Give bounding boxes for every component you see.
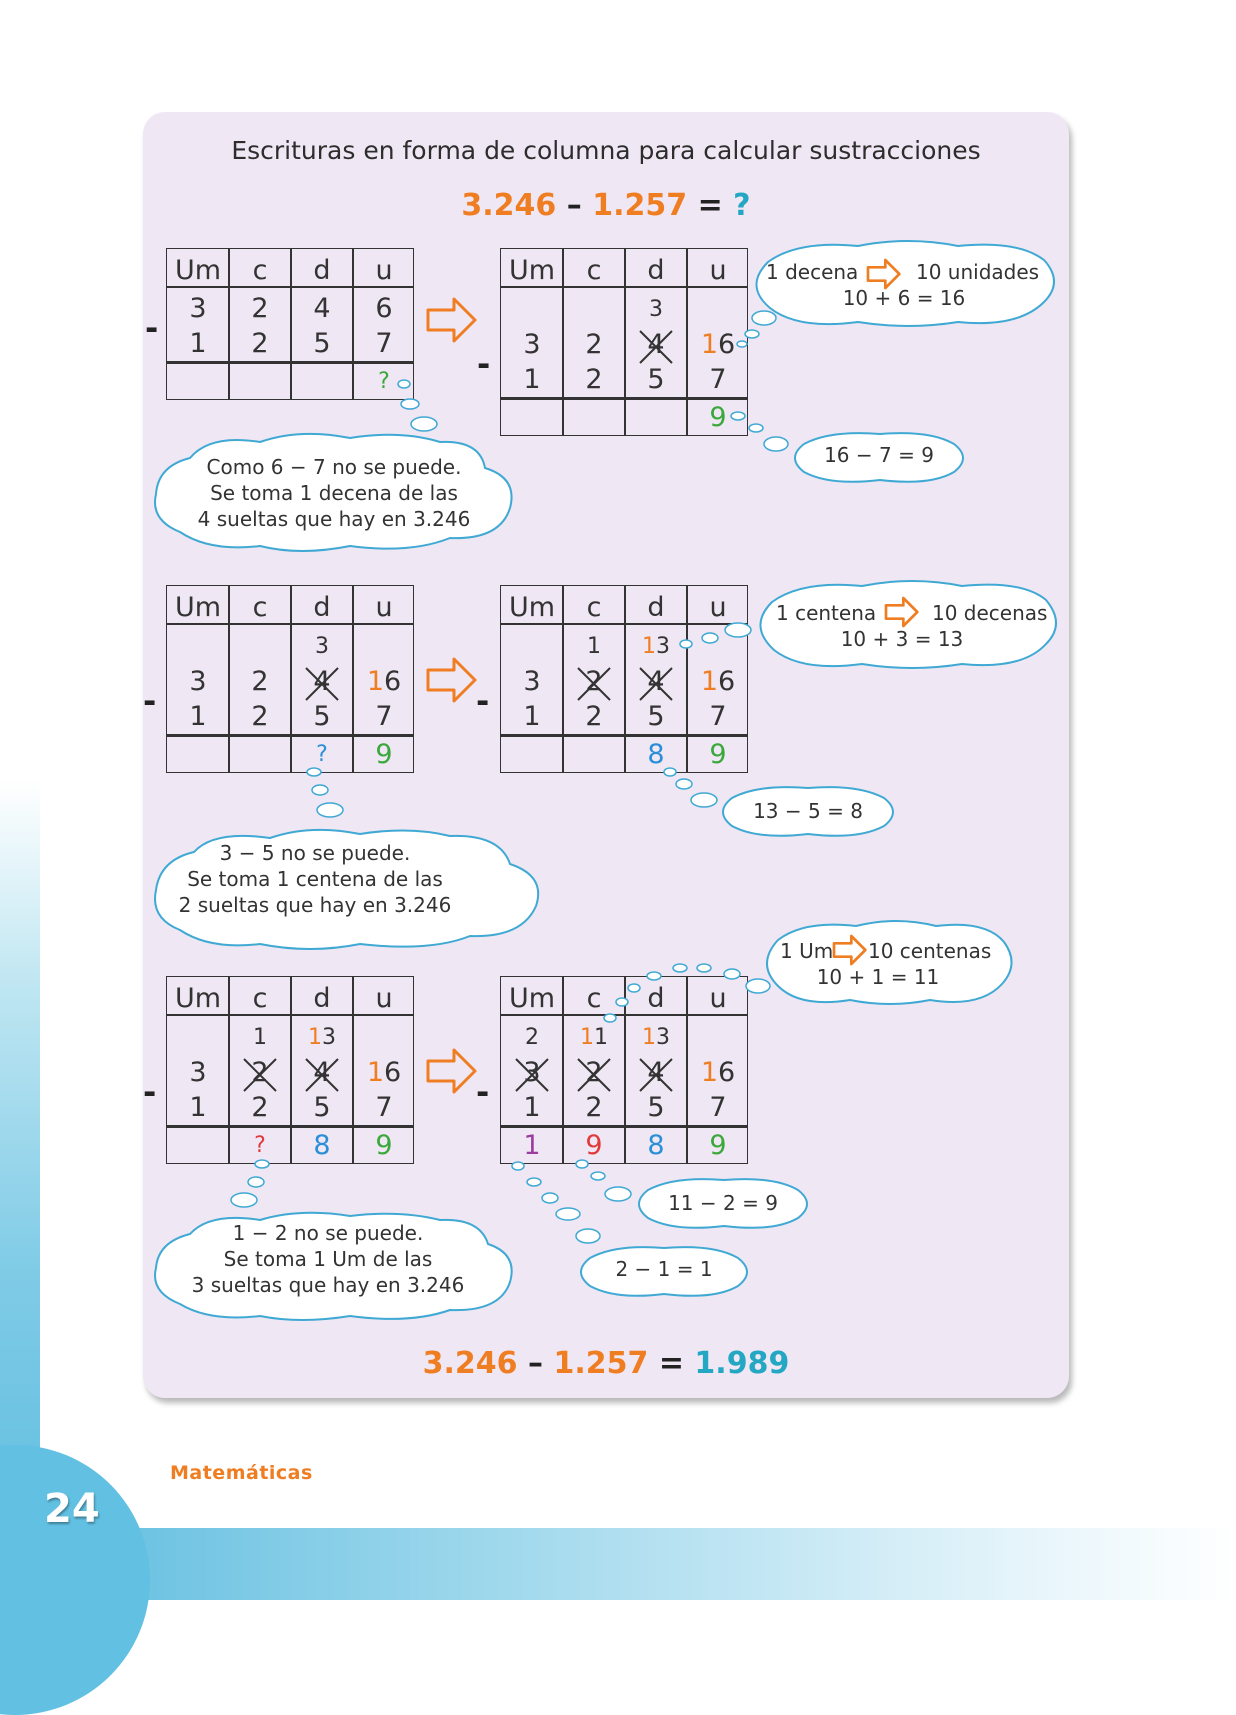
subtrahend-um: 1: [523, 364, 541, 395]
equation-top: [0, 188, 1212, 223]
header-d: d: [647, 983, 665, 1014]
eq-top-subtrahend: 1.257: [592, 188, 688, 223]
cloud-result-step2: 13 − 5 = 8: [753, 799, 863, 823]
thought-bubbles: [724, 404, 794, 454]
minuend-um: 3: [189, 293, 207, 324]
cloud-convert-left: 1 Um: [780, 939, 834, 963]
minuend-u-borrowed: 16: [700, 329, 736, 360]
right-arrow-icon: [884, 596, 920, 628]
minuend-um: 3: [189, 1057, 207, 1088]
eq-top-minuend: 3.246: [461, 188, 557, 223]
cloud-convert-left: 1 decena: [766, 260, 859, 284]
thought-bubbles: [660, 764, 720, 812]
cloud-text-step1: [150, 454, 518, 532]
table-step1-start: [166, 248, 414, 400]
cross-out-icon: [574, 664, 614, 704]
footer-subject: Matemáticas: [170, 1462, 313, 1484]
header-um: Um: [174, 983, 222, 1014]
subtrahend-u: 7: [709, 364, 727, 395]
result-um: 1: [523, 1130, 541, 1161]
result-u: 9: [709, 739, 727, 770]
eq-bottom-minuend: 3.246: [422, 1346, 518, 1381]
minus-sign: -: [145, 309, 159, 347]
cloud-convert-right: 10 centenas: [868, 939, 992, 963]
header-u: u: [709, 983, 727, 1014]
subtrahend-d: 5: [313, 701, 331, 732]
result-d: 8: [647, 1130, 665, 1161]
minuend-d-crossed: 4: [647, 1057, 665, 1088]
thought-bubbles: [598, 960, 774, 1026]
thought-bubbles: [730, 306, 780, 356]
subtrahend-um: 1: [189, 328, 207, 359]
table-step1-result: [500, 248, 748, 436]
header-um: Um: [508, 592, 556, 623]
eq-top-minus: –: [566, 188, 582, 223]
subtrahend-d: 5: [647, 1092, 665, 1123]
cloud-convert-sum: 10 + 6 = 16: [842, 286, 966, 310]
subtrahend-c: 2: [251, 701, 269, 732]
minuend-um: 3: [523, 329, 541, 360]
subtrahend-u: 7: [709, 701, 727, 732]
cloud-line: Se toma 1 centena de las: [187, 867, 443, 891]
header-d: d: [313, 983, 331, 1014]
cloud-result-step1: 16 − 7 = 9: [824, 443, 934, 467]
header-c: c: [586, 255, 602, 286]
subtrahend-c: 2: [251, 328, 269, 359]
header-um: Um: [508, 255, 556, 286]
minuend-c-crossed: 2: [585, 1057, 603, 1088]
borrow-um: 2: [525, 1025, 539, 1050]
cloud-result-step3-um: 2 − 1 = 1: [615, 1257, 713, 1281]
minuend-d-crossed: 4: [313, 1057, 331, 1088]
subtrahend-um: 1: [189, 1092, 207, 1123]
minuend-d-crossed: 4: [313, 666, 331, 697]
thought-bubbles: [676, 618, 756, 652]
eq-bottom-equals: =: [658, 1346, 684, 1381]
result-u-unknown: ?: [378, 369, 390, 394]
cloud-line: 3 − 5 no se puede.: [219, 841, 411, 865]
header-um: Um: [174, 592, 222, 623]
header-c: c: [252, 592, 268, 623]
borrow-d: 13: [642, 634, 670, 659]
header-c: c: [252, 255, 268, 286]
subtrahend-d: 5: [647, 701, 665, 732]
subtrahend-u: 7: [709, 1092, 727, 1123]
minuend-c-crossed: 2: [585, 666, 603, 697]
cross-out-icon: [574, 1055, 614, 1095]
cloud-line: 1 − 2 no se puede.: [232, 1221, 424, 1245]
right-arrow-icon: [426, 1047, 478, 1095]
subtrahend-u: 7: [375, 1092, 393, 1123]
subtrahend-um: 1: [189, 701, 207, 732]
borrow-d: 13: [308, 1025, 336, 1050]
minus-sign: -: [143, 1073, 157, 1111]
table-step2-start: [166, 585, 414, 773]
header-c: c: [586, 592, 602, 623]
minuend-um: 3: [523, 666, 541, 697]
subtrahend-d: 5: [313, 1092, 331, 1123]
result-c: 9: [585, 1130, 603, 1161]
cross-out-icon: [512, 1055, 552, 1095]
minuend-c: 2: [251, 293, 269, 324]
minuend-d: 4: [313, 293, 331, 324]
header-c: c: [586, 983, 602, 1014]
result-u: 9: [709, 1130, 727, 1161]
result-u: 9: [375, 1130, 393, 1161]
subtrahend-c: 2: [585, 701, 603, 732]
result-u: 9: [709, 402, 727, 433]
minuend-u-borrowed: 16: [366, 1057, 402, 1088]
minuend-c: 2: [251, 666, 269, 697]
table-step3-start: [166, 976, 414, 1164]
eq-bottom-result: 1.989: [694, 1346, 790, 1381]
bottom-decorative-band: [0, 1528, 1236, 1600]
subtrahend-um: 1: [523, 1092, 541, 1123]
header-um: Um: [174, 255, 222, 286]
equation-bottom: [0, 1346, 1212, 1381]
subtrahend-u: 7: [375, 328, 393, 359]
minuend-u-borrowed: 16: [700, 666, 736, 697]
eq-bottom-subtrahend: 1.257: [553, 1346, 649, 1381]
header-u: u: [709, 592, 727, 623]
eq-bottom-minus: –: [528, 1346, 544, 1381]
result-d: 8: [647, 739, 665, 770]
thought-bubbles: [300, 764, 350, 822]
header-u: u: [375, 592, 393, 623]
borrow-c: 1: [587, 634, 601, 659]
minuend-um: 3: [189, 666, 207, 697]
result-c-unknown: ?: [254, 1133, 266, 1158]
borrow-d: 3: [649, 297, 663, 322]
subtrahend-um: 1: [523, 701, 541, 732]
cross-out-icon: [636, 1055, 676, 1095]
cross-out-icon: [636, 664, 676, 704]
subtrahend-c: 2: [585, 364, 603, 395]
minuend-u-borrowed: 16: [366, 666, 402, 697]
minuend-u-borrowed: 16: [700, 1057, 736, 1088]
header-um: Um: [508, 983, 556, 1014]
header-d: d: [647, 255, 665, 286]
cloud-convert-sum: 10 + 1 = 11: [816, 965, 940, 989]
header-u: u: [375, 255, 393, 286]
header-d: d: [313, 592, 331, 623]
cloud-line: 2 sueltas que hay en 3.246: [178, 893, 452, 917]
page-title: Escrituras en forma de columna para calcular sustracciones: [231, 136, 981, 165]
header-d: d: [647, 592, 665, 623]
cross-out-icon: [240, 1055, 280, 1095]
header-c: c: [252, 983, 268, 1014]
eq-top-equals: =: [697, 188, 723, 223]
cloud-line: Como 6 − 7 no se puede.: [206, 455, 462, 479]
cloud-line: 3 sueltas que hay en 3.246: [191, 1273, 465, 1297]
subtrahend-d: 5: [313, 328, 331, 359]
cross-out-icon: [302, 664, 342, 704]
minuend-c-crossed: 2: [251, 1057, 269, 1088]
minus-sign: -: [476, 1073, 490, 1111]
minuend-um-crossed: 3: [523, 1057, 541, 1088]
result-d: 8: [313, 1130, 331, 1161]
cloud-text-step2: [150, 840, 480, 918]
result-u: 9: [375, 739, 393, 770]
right-arrow-icon: [832, 934, 868, 966]
subtrahend-c: 2: [251, 1092, 269, 1123]
minuend-c: 2: [585, 329, 603, 360]
cross-out-icon: [636, 327, 676, 367]
header-d: d: [313, 255, 331, 286]
result-d-unknown: ?: [316, 742, 328, 767]
cloud-convert-sum: 10 + 3 = 13: [840, 627, 964, 651]
cloud-text-step3: [150, 1220, 506, 1298]
right-arrow-icon: [426, 296, 478, 344]
cross-out-icon: [302, 1055, 342, 1095]
cloud-convert-right: 10 decenas: [932, 601, 1048, 625]
cloud-line: 4 sueltas que hay en 3.246: [197, 507, 471, 531]
thought-bubbles: [226, 1156, 276, 1210]
header-u: u: [375, 983, 393, 1014]
minuend-d-crossed: 4: [647, 666, 665, 697]
subtrahend-u: 7: [375, 701, 393, 732]
thought-bubbles: [506, 1158, 606, 1248]
borrow-d: 13: [642, 1025, 670, 1050]
subtrahend-c: 2: [585, 1092, 603, 1123]
cloud-convert-left: 1 centena: [776, 601, 877, 625]
cloud-line: Se toma 1 decena de las: [210, 481, 458, 505]
right-arrow-icon: [426, 656, 478, 704]
borrow-c: 11: [580, 1025, 608, 1050]
cloud-convert-right: 10 unidades: [916, 260, 1040, 284]
minus-sign: -: [477, 345, 491, 383]
borrow-d: 3: [315, 634, 329, 659]
eq-top-result: ?: [733, 188, 751, 223]
cloud-result-step3-c: 11 − 2 = 9: [668, 1191, 778, 1215]
page-number: 24: [44, 1486, 100, 1532]
borrow-c: 1: [253, 1025, 267, 1050]
header-u: u: [709, 255, 727, 286]
cloud-line: Se toma 1 Um de las: [223, 1247, 433, 1271]
minus-sign: -: [143, 682, 157, 720]
minus-sign: -: [476, 682, 490, 720]
subtrahend-d: 5: [647, 364, 665, 395]
thought-bubbles: [392, 376, 442, 434]
table-step2-result: [500, 585, 748, 773]
minuend-d-crossed: 4: [647, 329, 665, 360]
minuend-u: 6: [375, 293, 393, 324]
